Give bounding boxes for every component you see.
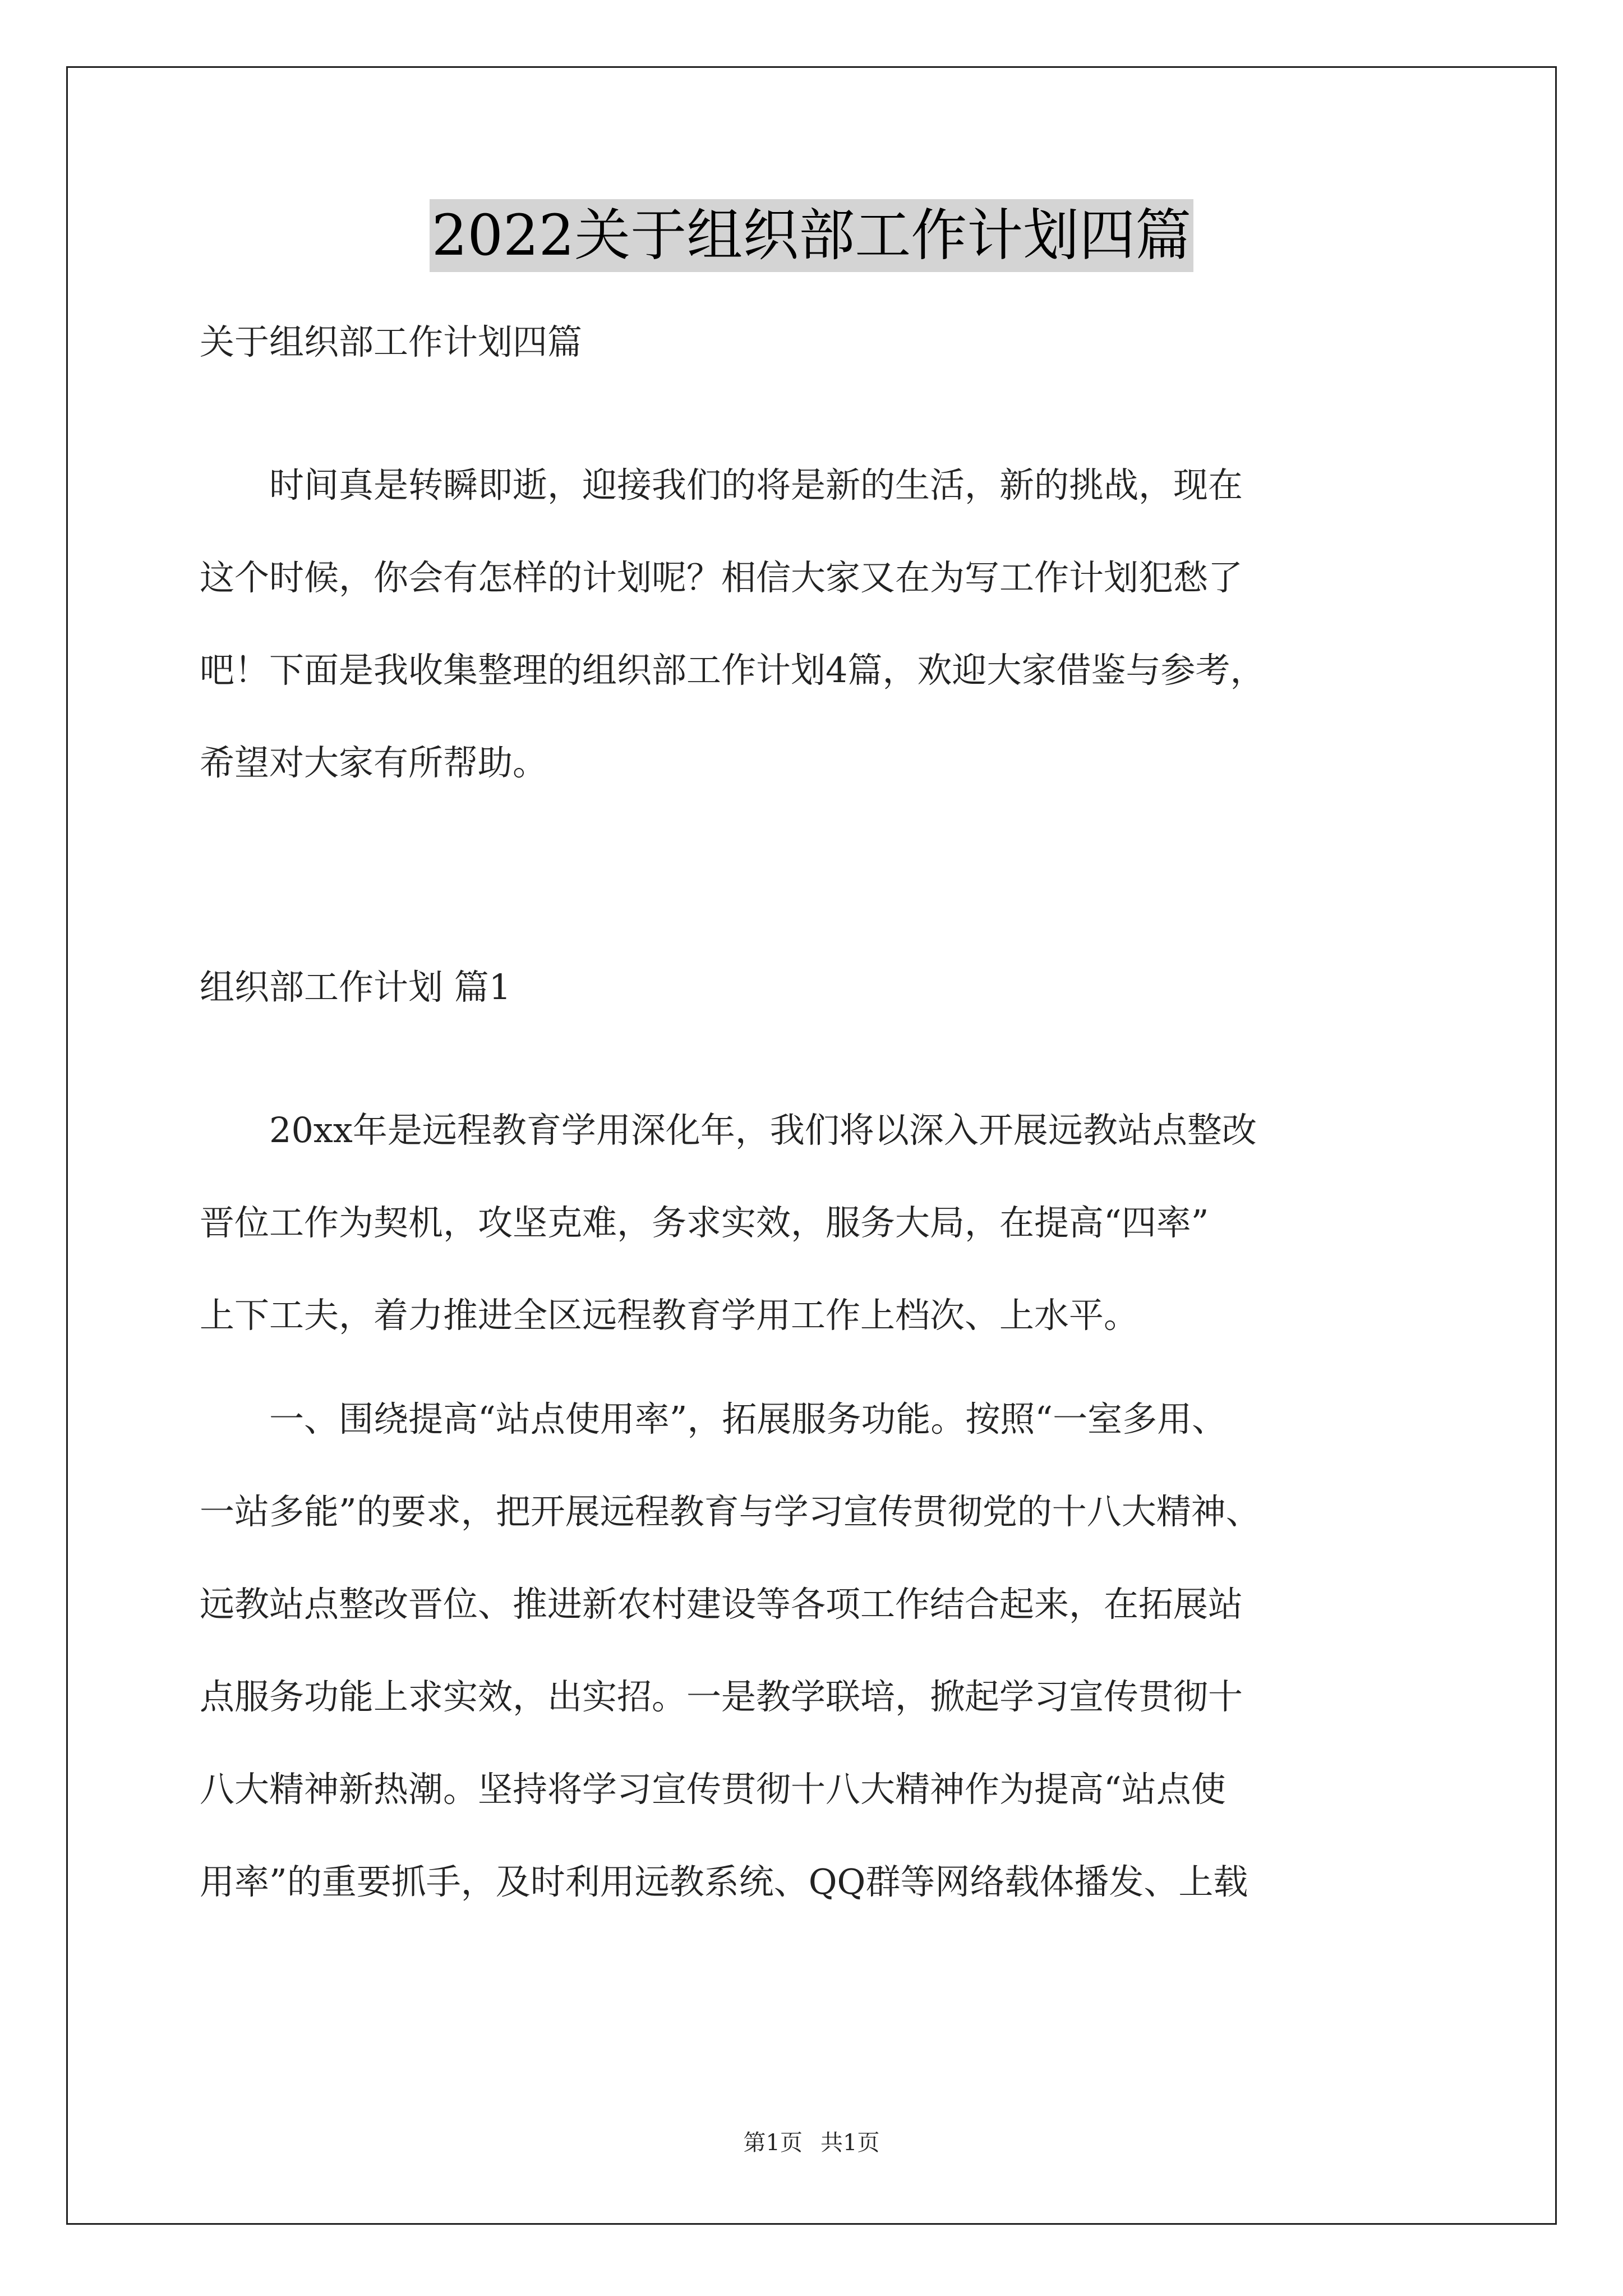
- paragraph-line: 用率”的重要抓手，及时利用远教系统、QQ群等网络载体播发、上载: [200, 1861, 1248, 1902]
- paragraph-line: 20xx年是远程教育学用深化年，我们将以深入开展远教站点整改: [200, 1110, 1257, 1151]
- paragraph-line: 希望对大家有所帮助。: [200, 742, 548, 783]
- document-title: 2022关于组织部工作计划四篇: [430, 199, 1194, 272]
- paragraph-line: 八大精神新热潮。坚持将学习宣传贯彻十八大精神作为提高“站点使: [200, 1769, 1226, 1810]
- paragraph-line: 远教站点整改晋位、推进新农村建设等各项工作结合起来，在拓展站: [200, 1584, 1243, 1625]
- paragraph-line: 一、围绕提高“站点使用率”，拓展服务功能。按照“一室多用、: [200, 1398, 1227, 1439]
- paragraph-line: 时间真是转瞬即逝，迎接我们的将是新的生活，新的挑战，现在: [200, 464, 1243, 505]
- paragraph-line: 上下工夫，着力推进全区远程教育学用工作上档次、上水平。: [200, 1295, 1139, 1336]
- page-total: 共1页: [820, 2130, 880, 2156]
- title-wrap: [0, 199, 1623, 272]
- paragraph-line: 一站多能”的要求，把开展远程教育与学习宣传贯彻党的十八大精神、: [200, 1491, 1261, 1532]
- paragraph-line: 吧！下面是我收集整理的组织部工作计划4篇，欢迎大家借鉴与参考，: [200, 650, 1265, 691]
- paragraph-line: 这个时候，你会有怎样的计划呢？相信大家又在为写工作计划犯愁了: [200, 557, 1243, 598]
- paragraph-line: 点服务功能上求实效，出实招。一是教学联培，掀起学习宣传贯彻十: [200, 1676, 1243, 1717]
- page-number: 第1页: [743, 2130, 803, 2156]
- page-footer: [0, 2125, 1623, 2157]
- paragraph-line: 晋位工作为契机，攻坚克难，务求实效，服务大局，在提高“四率”: [200, 1202, 1209, 1243]
- document-subtitle: 关于组织部工作计划四篇: [200, 321, 583, 362]
- section-heading: 组织部工作计划 篇1: [200, 967, 511, 1007]
